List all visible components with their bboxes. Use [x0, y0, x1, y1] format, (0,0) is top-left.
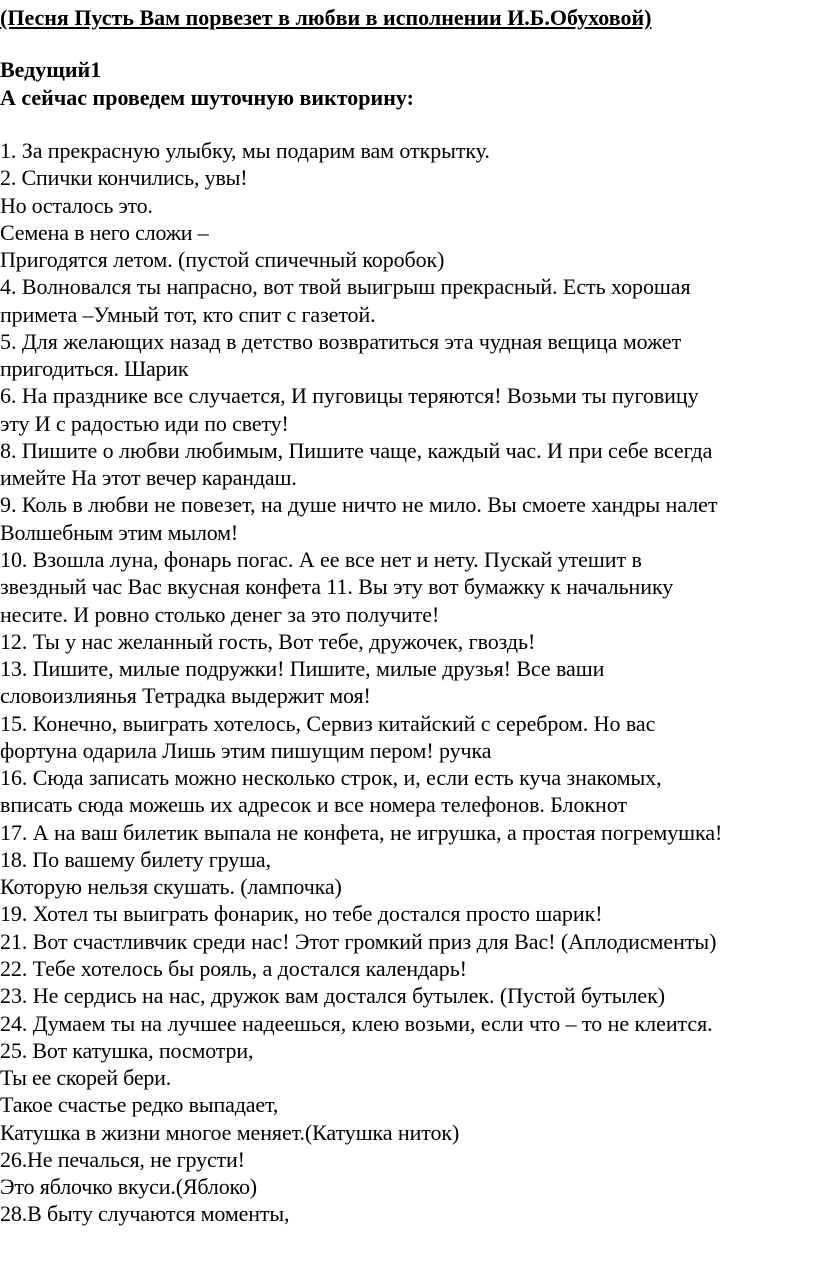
text-line: 8. Пишите о любви любимым, Пишите чаще, каждый час. И при себе всегда [0, 437, 713, 463]
text-line: Катушка в жизни многое меняет.(Катушка ниток) [0, 1119, 460, 1145]
speaker-label: Ведущий1 [0, 57, 102, 82]
text-line: 6. На празднике все случается, И пуговицы теряются! Возьми ты пуговицу [0, 383, 699, 409]
text-line: 15. Конечно, выиграть хотелось, Сервиз китайский с серебром. Но вас [0, 710, 656, 736]
text-line: 10. Взошла луна, фонарь погас. А ее все нет и нету. Пускай утешит в [0, 546, 642, 572]
text-line: 17. А на ваш билетик выпала не конфета, не игрушка, а простая погремушка! [0, 819, 723, 845]
text-line: 16. Сюда записать можно несколько строк, и, если есть куча знакомых, [0, 765, 662, 791]
text-line: 13. Пишите, милые подружки! Пишите, милые друзья! Все ваши [0, 656, 605, 682]
text-line: имейте На этот вечер карандаш. [0, 465, 297, 491]
text-line: несите. И ровно столько денег за это получите! [0, 601, 440, 627]
text-line: 2. Спички кончились, увы! [0, 165, 248, 191]
text-line: Волшебным этим мылом! [0, 519, 239, 545]
text-line: 4. Волновался ты напрасно, вот твой выигрыш прекрасный. Есть хорошая [0, 274, 691, 300]
text-line: 23. Не сердись на нас, дружок вам достался бутылек. (Пустой бутылек) [0, 983, 665, 1009]
text-line: Это яблочко вкуси.(Яблоко) [0, 1174, 257, 1200]
text-line: 26.Не печалься, не грусти! [0, 1146, 245, 1172]
text-line: 21. Вот счастливчик среди нас! Этот громкий приз для Вас! (Аплодисменты) [0, 928, 717, 954]
text-line: 12. Ты у нас желанный гость, Вот тебе, дружочек, гвоздь! [0, 628, 536, 654]
text-line: Но осталось это. [0, 192, 153, 218]
text-line: 19. Хотел ты выиграть фонарик, но тебе достался просто шарик! [0, 901, 603, 927]
text-line: примета –Умный тот, кто спит с газетой. [0, 301, 376, 327]
text-line: вписать сюда можешь их адресок и все номера телефонов. Блокнот [0, 792, 627, 818]
text-line: словоизлиянья Тетрадка выдержит моя! [0, 683, 371, 709]
text-line: 5. Для желающих назад в детство возвратиться эта чудная вещица может [0, 328, 682, 354]
text-line: Пригодятся летом. (пустой спичечный коробок) [0, 247, 445, 273]
text-line: 28.В быту случаются моменты, [0, 1201, 290, 1227]
text-line: фортуна одарила Лишь этим пишущим пером! ручка [0, 737, 492, 763]
text-line: Семена в него сложи – [0, 219, 209, 245]
text-line: эту И с радостью иди по свету! [0, 410, 289, 436]
text-line: пригодиться. Шарик [0, 356, 189, 382]
text-line: Такое счастье редко выпадает, [0, 1092, 279, 1118]
text-line: 25. Вот катушка, посмотри, [0, 1037, 254, 1063]
text-line: Которую нельзя скушать. (лампочка) [0, 874, 342, 900]
text-line: звездный час Вас вкусная конфета 11. Вы эту вот бумажку к начальнику [0, 574, 674, 600]
text-line: Ты ее скорей бери. [0, 1065, 171, 1091]
text-line: 1. За прекрасную улыбку, мы подарим вам открытку. [0, 138, 490, 163]
text-line: 22. Тебе хотелось бы рояль, а достался календарь! [0, 955, 467, 981]
text-line: 24. Думаем ты на лучшее надеешься, клею возьми, если что – то не клеится. [0, 1010, 713, 1036]
intro-heading: А сейчас проведем шуточную викторину: [0, 85, 414, 110]
text-line: 9. Коль в любви не повезет, на душе ничто не мило. Вы смоете хандры налет [0, 492, 718, 518]
document-title: (Песня Пусть Вам порвезет в любви в исполнении И.Б.Обуховой) [0, 5, 652, 30]
text-line: 18. По вашему билету груша, [0, 846, 271, 872]
quiz-text [0, 137, 816, 1228]
